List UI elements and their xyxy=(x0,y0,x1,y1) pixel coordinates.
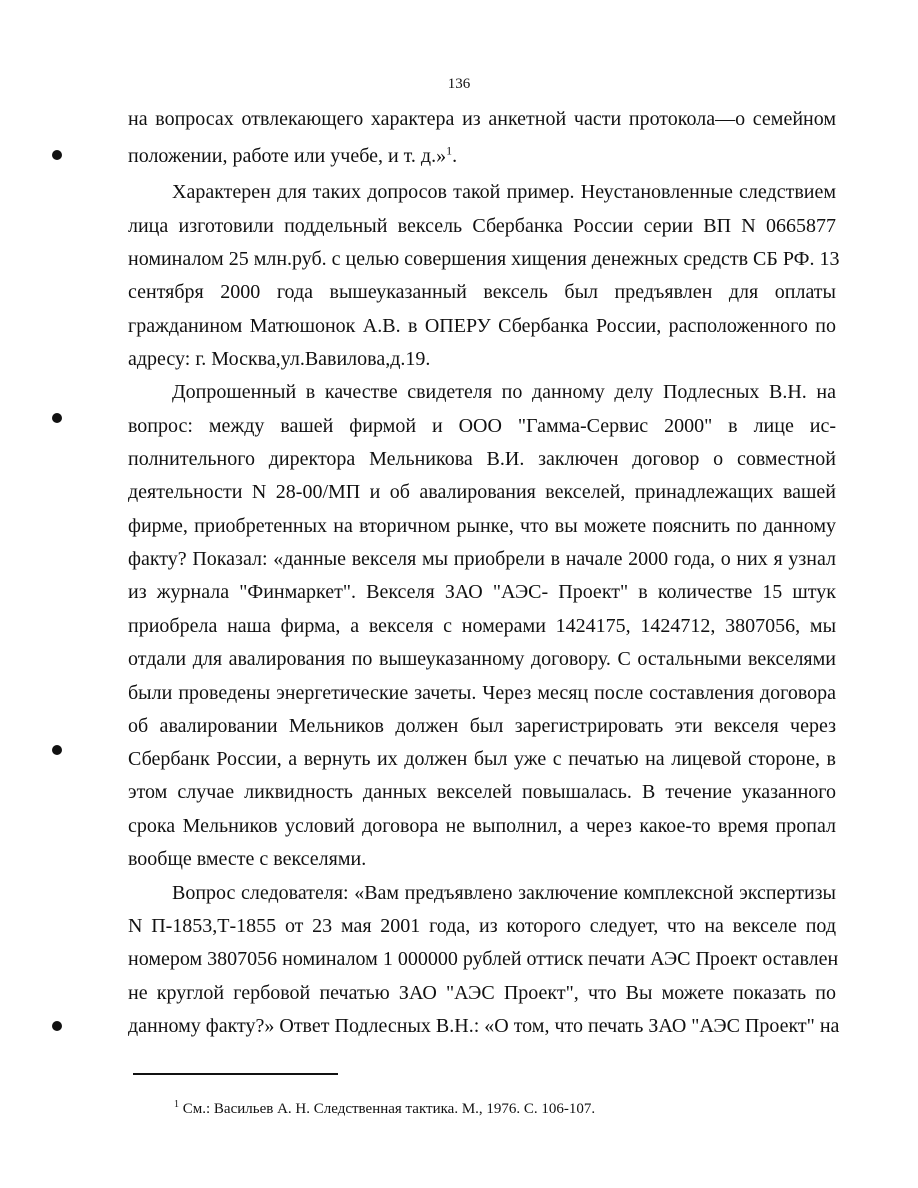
text-line: вообще вместе с векселями. xyxy=(128,848,367,870)
punch-hole-mark xyxy=(52,413,62,423)
text-line: приобрела наша фирма, а векселя с номерами 1424175, 1424712, 3807056, мы xyxy=(128,615,836,637)
text-line: отдали для авалирования по вышеуказанному договору. С остальными векселями xyxy=(128,648,836,670)
text-line: сентября 2000 года вышеуказанный вексель был предъявлен для оплаты xyxy=(128,281,836,303)
text-line: номером 3807056 номиналом 1 000000 рублей оттиск печати АЭС Проект оставлен xyxy=(128,948,839,970)
text-line: Допрошенный в качестве свидетеля по данному делу Подлесных В.Н. на xyxy=(172,381,836,403)
text-line-content: положении, работе или учебе, и т. д.» xyxy=(128,145,447,167)
text-line: деятельности N 28-00/МП и об авалирования векселей, принадлежащих вашей xyxy=(128,481,836,503)
text-line: гражданином Матюшонок А.В. в ОПЕРУ Сбербанка России, расположенного по xyxy=(128,315,836,337)
punch-hole-mark xyxy=(52,150,62,160)
text-line: Вопрос следователя: «Вам предъявлено заключение комплексной экспертизы xyxy=(172,882,836,904)
text-line: адресу: г. Москва,ул.Вавилова,д.19. xyxy=(128,348,431,370)
text-line: срока Мельников условий договора не выполнил, а через какое-то время пропал xyxy=(128,815,836,837)
footnote xyxy=(174,1101,595,1118)
footnote-reference: 1 xyxy=(446,143,453,158)
punch-hole-mark xyxy=(52,1021,62,1031)
text-line: Сбербанк России, а вернуть их должен был уже с печатью на лицевой стороне, в xyxy=(128,748,836,770)
text-line: Характерен для таких допросов такой пример. Неустановленные следствием xyxy=(172,181,836,203)
text-line: N П-1853,Т-1855 от 23 мая 2001 года, из которого следует, что на векселе под xyxy=(128,915,836,937)
text-line: номиналом 25 млн.руб. с целью совершения хищения денежных средств СБ РФ. 13 xyxy=(128,248,840,270)
text-line xyxy=(128,144,836,168)
footnote-text: См.: Васильев А. Н. Следственная тактика. М., 1976. С. 106-107. xyxy=(179,1101,596,1117)
text-line: полнительного директора Мельникова В.И. заключен договор о совместной xyxy=(128,448,836,470)
footnote-separator xyxy=(133,1073,338,1075)
text-line: данному факту?» Ответ Подлесных В.Н.: «О том, что печать ЗАО "АЭС Проект" на xyxy=(128,1015,840,1037)
text-line: факту? Показал: «данные векселя мы приобрели в начале 2000 года, о них я узнал xyxy=(128,548,836,570)
page-number: 136 xyxy=(447,76,471,92)
footnote-marker: 1 xyxy=(174,1099,179,1110)
text-line: вопрос: между вашей фирмой и ООО "Гамма-Сервис 2000" в лице ис- xyxy=(128,415,836,437)
text-line: на вопросах отвлекающего характера из анкетной части протокола—о семейном xyxy=(128,108,836,130)
text-line: лица изготовили поддельный вексель Сбербанка России серии ВП N 0665877 xyxy=(128,215,836,237)
text-line: из журнала "Финмаркет". Векселя ЗАО "АЭС- Проект" в количестве 15 штук xyxy=(128,581,836,603)
punch-hole-mark xyxy=(52,745,62,755)
sentence-period: . xyxy=(452,145,458,167)
text-line: не круглой гербовой печатью ЗАО "АЭС Проект", что Вы можете показать по xyxy=(128,982,836,1004)
text-line: об авалировании Мельников должен был зарегистрировать эти векселя через xyxy=(128,715,836,737)
text-line: фирме, приобретенных на вторичном рынке, что вы можете пояснить по данному xyxy=(128,515,836,537)
text-line: были проведены энергетические зачеты. Через месяц после составления договора xyxy=(128,682,836,704)
text-line: этом случае ликвидность данных векселей повышалась. В течение указанного xyxy=(128,781,836,803)
